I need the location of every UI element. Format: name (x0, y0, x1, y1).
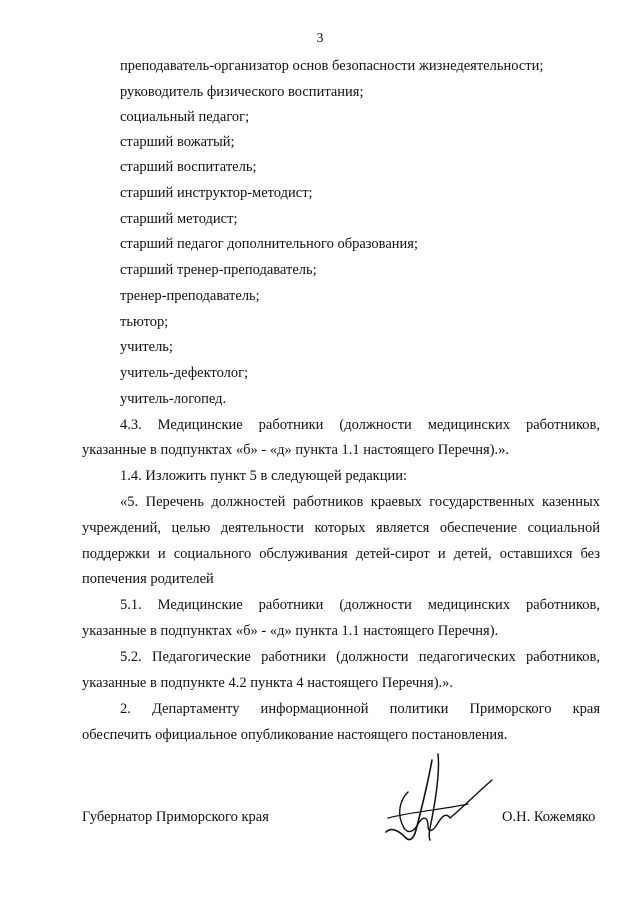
list-item: учитель; (120, 339, 173, 355)
paragraph-line: указанные в подпункте 4.2 пункта 4 настоящего Перечня).». (82, 675, 454, 691)
list-item: тренер-преподаватель; (120, 288, 260, 304)
list-item: преподаватель-организатор основ безопасности жизнедеятельности; (120, 58, 544, 74)
paragraph-line: поддержки и социального обслуживания детей-сирот и детей, оставшихся без (82, 546, 600, 562)
list-item: старший методист; (120, 211, 238, 227)
paragraph-line: 5.2. Педагогические работники (должности педагогических работников, (120, 649, 600, 665)
handwritten-signature (370, 752, 500, 852)
paragraph-line: попечения родителей (82, 571, 214, 587)
paragraph-line: 4.3. Медицинские работники (должности медицинских работников, (120, 417, 600, 433)
signatory-name: О.Н. Кожемяко (502, 809, 596, 825)
paragraph-line: указанные в подпунктах «б» - «д» пункта 1.1 настоящего Перечня). (82, 623, 499, 639)
signatory-title: Губернатор Приморского края (82, 809, 269, 825)
paragraph-line: обеспечить официальное опубликование настоящего постановления. (82, 727, 508, 743)
list-item: старший тренер-преподаватель; (120, 262, 317, 278)
paragraph-line: «5. Перечень должностей работников краевых государственных казенных (120, 494, 600, 510)
paragraph-line: 5.1. Медицинские работники (должности медицинских работников, (120, 597, 600, 613)
paragraph-line: учреждений, целью деятельности которых является обеспечение социальной (82, 520, 600, 536)
paragraph-1-4: 1.4. Изложить пункт 5 в следующей редакции: (120, 468, 408, 484)
list-item: руководитель физического воспитания; (120, 84, 364, 100)
list-item: старший инструктор-методист; (120, 185, 313, 201)
list-item: учитель-дефектолог; (120, 365, 249, 381)
list-item: старший педагог дополнительного образования; (120, 236, 418, 252)
page-number: 3 (316, 31, 324, 46)
list-item: тьютор; (120, 314, 169, 330)
list-item: учитель-логопед. (120, 391, 227, 407)
list-item: старший воспитатель; (120, 159, 257, 175)
paragraph-line: 2. Департаменту информационной политики Приморского края (120, 701, 600, 717)
list-item: социальный педагог; (120, 109, 250, 125)
list-item: старший вожатый; (120, 134, 235, 150)
paragraph-line: указанные в подпунктах «б» - «д» пункта 1.1 настоящего Перечня).». (82, 442, 510, 458)
